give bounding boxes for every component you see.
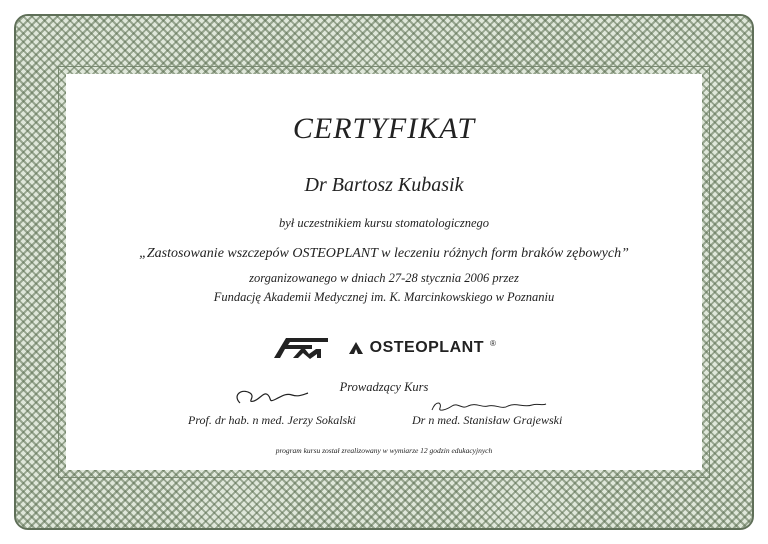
osteoplant-logo-text: OSTEOPLANT — [369, 339, 484, 356]
organizer-line: Fundację Akademii Medycznej im. K. Marcinkowskiego w Poznaniu — [213, 290, 555, 304]
signatory-left: Prof. dr hab. n med. Jerzy Sokalski — [188, 413, 356, 427]
course-lead-label: Prowadzący Kurs — [339, 380, 429, 394]
organized-line: zorganizowanego w dniach 27-28 stycznia 2006 przez — [249, 271, 519, 285]
course-title: „Zastosowanie wszczepów OSTEOPLANT w leczeniu różnych form braków zębowych” — [139, 246, 629, 261]
recipient-name: Dr Bartosz Kubasik — [304, 174, 464, 196]
osteoplant-logo — [348, 339, 497, 357]
osteoplant-logo-icon — [348, 341, 364, 355]
fam-logo-icon — [272, 335, 330, 361]
signature-left — [230, 385, 310, 410]
registered-mark: ® — [489, 338, 497, 348]
participation-line: był uczestnikiem kursu stomatologicznego — [278, 216, 490, 230]
footer-note: program kursu został zrealizowany w wymiarze 12 godzin edukacyjnych — [275, 446, 493, 455]
logos-row — [0, 333, 768, 363]
signatory-right: Dr n med. Stanisław Grajewski — [412, 413, 563, 427]
certificate-title: CERTYFIKAT — [292, 112, 476, 145]
